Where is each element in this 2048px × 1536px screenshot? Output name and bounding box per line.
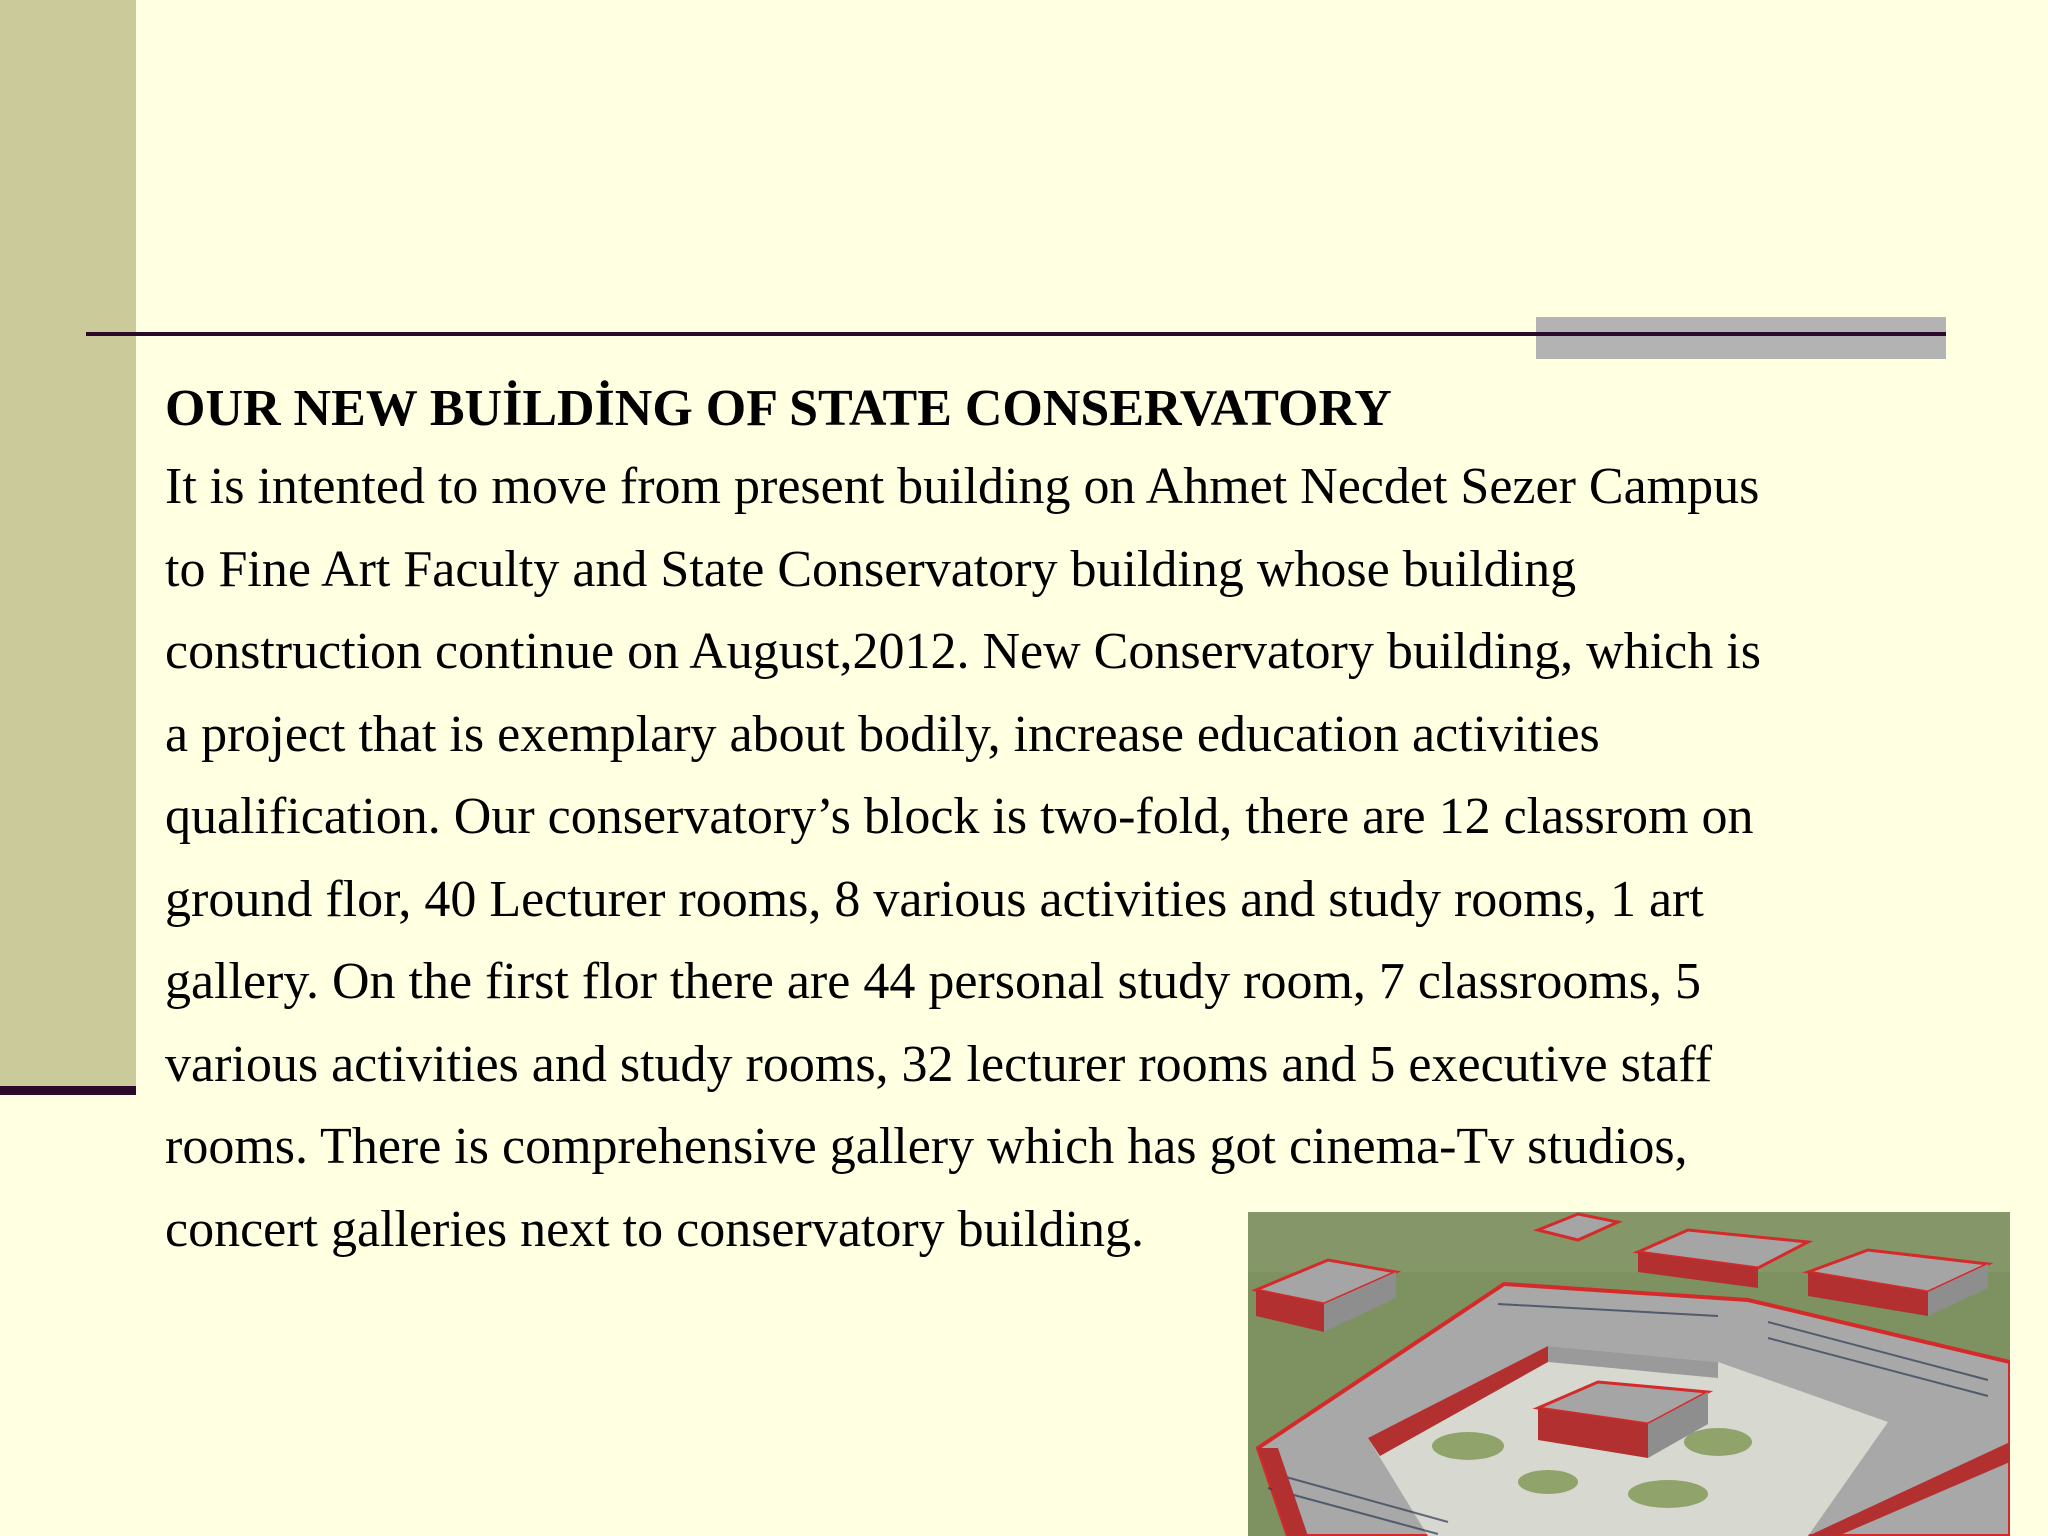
body-line: a project that is exemplary about bodily, increase education activities [165,705,1600,763]
title-divider-block-line [1536,332,1946,336]
body-line: to Fine Art Faculty and State Conservatory building whose building [165,540,1577,598]
side-accent-underline [0,1086,136,1095]
title-divider-block [1536,317,1946,359]
side-accent-bar [0,0,136,1090]
body-line: concert galleries next to conservatory building. [165,1200,1145,1258]
building-render-illustration [1248,1212,2010,1536]
slide-heading: OUR NEW BUİLDİNG OF STATE CONSERVATORY [165,380,1392,437]
body-line: It is intented to move from present building on Ahmet Necdet Sezer Campus [165,458,1760,515]
slide-content [165,372,1945,1271]
building-render-image [1248,1212,2010,1536]
body-line: gallery. On the first flor there are 44 personal study room, 7 classrooms, 5 [165,953,1702,1010]
body-line: rooms. There is comprehensive gallery which has got cinema-Tv studios, [165,1118,1688,1175]
slide-body-text [165,446,1945,1271]
body-line: construction continue on August,2012. New Conservatory building, which is [165,623,1761,680]
body-line: qualification. Our conservatory’s block is two-fold, there are 12 classrom on [165,788,1754,845]
body-line: ground flor, 40 Lecturer rooms, 8 various activities and study rooms, 1 art [165,870,1704,928]
body-line: various activities and study rooms, 32 lecturer rooms and 5 executive staff [165,1035,1713,1093]
